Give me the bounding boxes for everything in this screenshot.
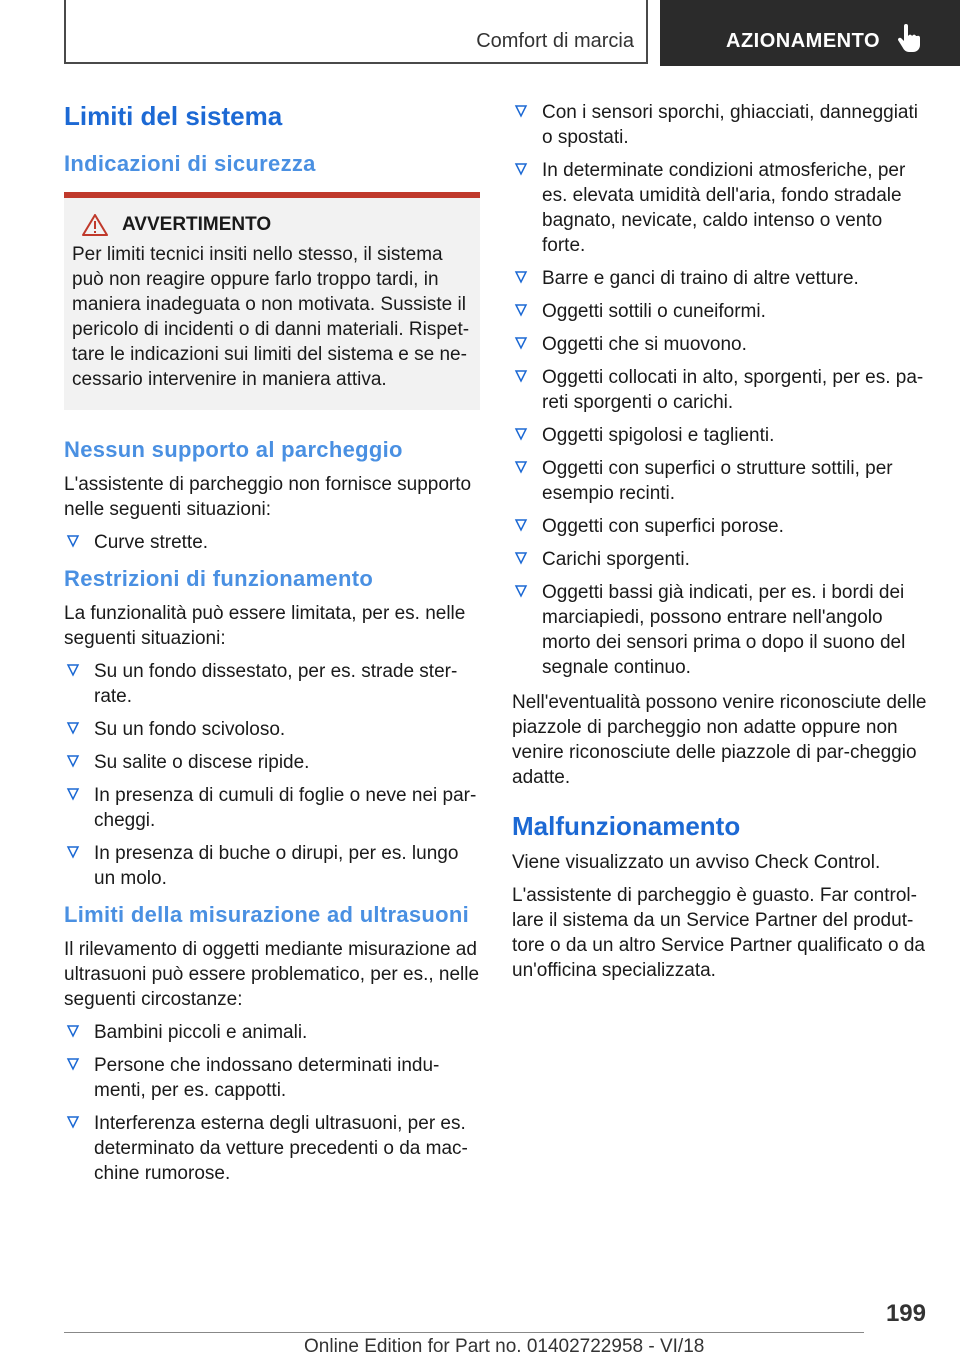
list-item-text: Su un fondo dissestato, per es. strade ster-rate. — [94, 661, 458, 707]
section-tab — [660, 0, 960, 66]
triangle-bullet-icon — [514, 460, 528, 476]
triangle-bullet-icon — [514, 336, 528, 352]
triangle-bullet-icon — [66, 663, 80, 679]
list-item — [512, 514, 928, 539]
list-item-text: Interferenza esterna degli ultrasuoni, per es. determinato da vetture precedenti o da mac-chine rumorose. — [94, 1113, 468, 1184]
triangle-bullet-icon — [66, 721, 80, 737]
page-title: Limiti del sistema — [64, 101, 283, 131]
right-column — [512, 100, 928, 991]
no-support-heading: Nessun supporto al parcheggio — [64, 437, 403, 462]
triangle-bullet-icon — [514, 270, 528, 286]
list-item — [64, 783, 480, 833]
list-item-text: Barre e ganci di traino di altre vetture. — [542, 268, 859, 289]
left-column — [64, 100, 480, 1196]
triangle-bullet-icon — [514, 518, 528, 534]
list-item-text: Bambini piccoli e animali. — [94, 1022, 308, 1043]
list-item — [512, 580, 928, 680]
warning-title: AVVERTIMENTO — [122, 214, 272, 235]
list-item — [64, 717, 480, 742]
list-item-text: Su un fondo scivoloso. — [94, 719, 286, 740]
triangle-bullet-icon — [66, 1115, 80, 1131]
list-item-text: In determinate condizioni atmosferiche, per es. elevata umidità dell'aria, fondo stradale bagnato, nevicate, caldo intenso o vento forte. — [542, 160, 906, 256]
list-item — [512, 299, 928, 324]
warning-title-row — [72, 214, 470, 236]
edition-note: Online Edition for Part no. 01402722958 - VI/18 — [304, 1336, 705, 1357]
restrictions-list — [64, 659, 480, 891]
restrictions-heading: Restrizioni di funzionamento — [64, 566, 374, 591]
list-item — [512, 423, 928, 448]
page-number: 199 — [885, 1300, 926, 1327]
list-item — [64, 659, 480, 709]
ultrasound-list — [64, 1020, 480, 1186]
list-item — [512, 100, 928, 150]
list-item-text: Oggetti sottili o cuneiformi. — [542, 301, 766, 322]
list-item-text: Oggetti che si muovono. — [542, 334, 747, 355]
triangle-bullet-icon — [514, 551, 528, 567]
list-item — [64, 841, 480, 891]
list-item-text: In presenza di buche o dirupi, per es. lungo un molo. — [94, 843, 459, 889]
triangle-bullet-icon — [514, 303, 528, 319]
list-item-text: Oggetti con superfici porose. — [542, 516, 784, 537]
list-item-text: Oggetti con superfici o strutture sottili, per esempio recinti. — [542, 458, 893, 504]
triangle-bullet-icon — [514, 584, 528, 600]
warning-text: Per limiti tecnici insiti nello stesso, il sistema può non reagire oppure farlo troppo tardi, in maniera inadeguata o non motivata. Sussiste il pericolo di incidenti o di danni materiali. Rispet-tare le indicazioni sui limiti del sistema e se ne-cessario intervenire in maniera attiva. — [72, 244, 470, 390]
triangle-bullet-icon — [66, 1057, 80, 1073]
no-support-list — [64, 530, 480, 555]
list-item — [512, 547, 928, 572]
ultrasound-heading: Limiti della misurazione ad ultrasuoni — [64, 902, 470, 927]
list-item-text: Con i sensori sporchi, ghiacciati, danneggiati o spostati. — [542, 102, 918, 148]
page-header — [0, 0, 960, 66]
list-item-text: Persone che indossano determinati indu-menti, per es. cappotti. — [94, 1055, 440, 1101]
triangle-bullet-icon — [514, 427, 528, 443]
safety-heading: Indicazioni di sicurezza — [64, 151, 316, 176]
triangle-bullet-icon — [66, 754, 80, 770]
triangle-bullet-icon — [514, 369, 528, 385]
section-label: AZIONAMENTO — [726, 30, 881, 52]
list-item — [64, 1020, 480, 1045]
list-item — [512, 158, 928, 258]
triangle-bullet-icon — [514, 104, 528, 120]
list-item — [512, 332, 928, 357]
triangle-bullet-icon — [66, 845, 80, 861]
list-item-text: Carichi sporgenti. — [542, 549, 690, 570]
list-item-text: In presenza di cumuli di foglie o neve nei par-cheggi. — [94, 785, 477, 831]
pointing-hand-icon — [896, 24, 922, 54]
list-item-text: Oggetti bassi già indicati, per es. i bordi dei marciapiedi, possono entrare nell'angolo morto dei sensori prima o dopo il suono del segnale continuo. — [542, 582, 906, 678]
list-item — [512, 456, 928, 506]
list-item-text: Oggetti collocati in alto, sporgenti, per es. pa-reti sporgenti o carichi. — [542, 367, 924, 413]
footer-divider — [64, 1332, 864, 1333]
malfunction-text-1: Viene visualizzato un avviso Check Control. — [512, 852, 881, 873]
breadcrumb: Comfort di marcia — [476, 30, 634, 52]
warning-triangle-icon — [82, 214, 108, 236]
list-item — [64, 530, 480, 555]
list-item — [64, 750, 480, 775]
warning-box — [64, 192, 480, 410]
malfunction-heading: Malfunzionamento — [512, 811, 741, 841]
list-item — [64, 1111, 480, 1186]
triangle-bullet-icon — [66, 534, 80, 550]
list-item-text: Curve strette. — [94, 532, 209, 553]
ultrasound-text: Il rilevamento di oggetti mediante misurazione ad ultrasuoni può essere problematico, per es., nelle seguenti circostanze: — [64, 939, 480, 1010]
triangle-bullet-icon — [514, 162, 528, 178]
restrictions-text: La funzionalità può essere limitata, per es. nelle seguenti situazioni: — [64, 603, 466, 649]
list-item — [512, 266, 928, 291]
triangle-bullet-icon — [66, 1024, 80, 1040]
after-list-text: Nell'eventualità possono venire riconosciute delle piazzole di parcheggio non adatte oppure non venire riconosciute delle piazzole di par-cheggio adatte. — [512, 692, 927, 788]
list-item-text: Oggetti spigolosi e taglienti. — [542, 425, 775, 446]
ultrasound-list-continued — [512, 100, 928, 680]
list-item — [512, 365, 928, 415]
triangle-bullet-icon — [66, 787, 80, 803]
no-support-text: L'assistente di parcheggio non fornisce supporto nelle seguenti situazioni: — [64, 474, 472, 520]
malfunction-text-2: L'assistente di parcheggio è guasto. Far control-lare il sistema da un Service Partner del produt-tore o da un altro Service Partner qualificato o da un'officina specializzata. — [512, 885, 925, 981]
list-item-text: Su salite o discese ripide. — [94, 752, 310, 773]
list-item — [64, 1053, 480, 1103]
